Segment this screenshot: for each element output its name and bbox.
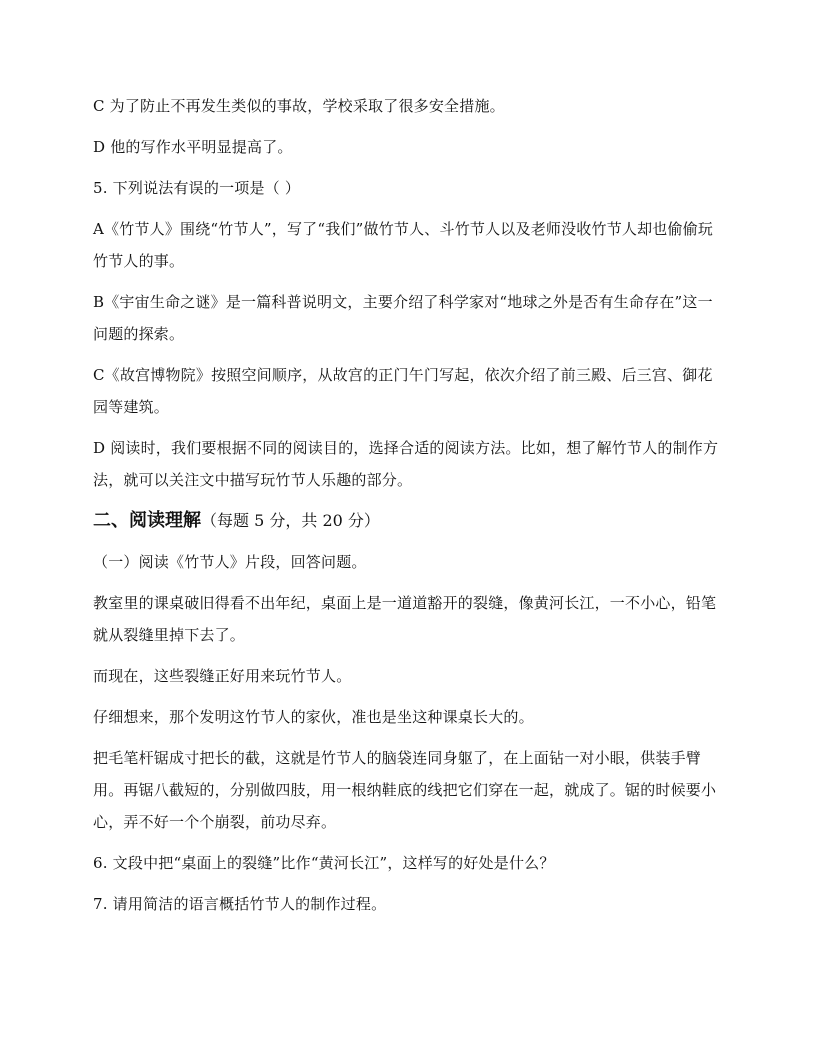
q5-option-b: B《宇宙生命之谜》是一篇科普说明文，主要介绍了科学家对“地球之外是否有生命存在”这一问题的探索。 xyxy=(93,293,713,343)
document-page xyxy=(93,90,723,929)
section-title-text: 二、阅读理解 xyxy=(93,510,201,531)
question-6: 6. 文段中把“桌面上的裂缝”比作“黄河长江”，这样写的好处是什么？ xyxy=(93,854,555,872)
question-7: 7. 请用简洁的语言概括竹节人的制作过程。 xyxy=(93,895,387,913)
q5-stem: 5. 下列说法有误的一项是（ ） xyxy=(93,179,301,197)
q5-option-a: A《竹节人》围绕“竹节人”，写了“我们”做竹节人、斗竹节人以及老师没收竹节人却也偷偷玩竹节人的事。 xyxy=(93,220,714,270)
q4-option-c: C 为了防止不再发生类似的事故，学校采取了很多安全措施。 xyxy=(93,97,505,115)
section-score-note: （每题 5 分，共 20 分） xyxy=(201,511,380,530)
passage-paragraph-3: 仔细想来，那个发明这竹节人的家伙，准也是坐这种课桌长大的。 xyxy=(93,708,534,726)
passage-paragraph-4: 把毛笔杆锯成寸把长的截，这就是竹节人的脑袋连同身躯了，在上面钻一对小眼，供装手臂用。再锯八截短的，分别做四肢，用一根纳鞋底的线把它们穿在一起，就成了。锯的时候要小心，弄不好一个个崩裂，前功尽弃。 xyxy=(93,749,717,831)
passage-paragraph-2: 而现在，这些裂缝正好用来玩竹节人。 xyxy=(93,667,352,685)
passage-intro: （一）阅读《竹节人》片段，回答问题。 xyxy=(93,553,367,571)
passage-paragraph-1: 教室里的课桌破旧得看不出年纪，桌面上是一道道豁开的裂缝，像黄河长江，一不小心，铅笔就从裂缝里掉下去了。 xyxy=(93,594,717,644)
q4-option-d: D 他的写作水平明显提高了。 xyxy=(93,138,293,156)
q5-option-d: D 阅读时，我们要根据不同的阅读目的，选择合适的阅读方法。比如，想了解竹节人的制作方法，就可以关注文中描写玩竹节人乐趣的部分。 xyxy=(93,439,719,489)
q5-option-c: C《故宫博物院》按照空间顺序，从故宫的正门午门写起，依次介绍了前三殿、后三宫、御花园等建筑。 xyxy=(93,366,713,416)
section-title-reading xyxy=(93,505,723,537)
